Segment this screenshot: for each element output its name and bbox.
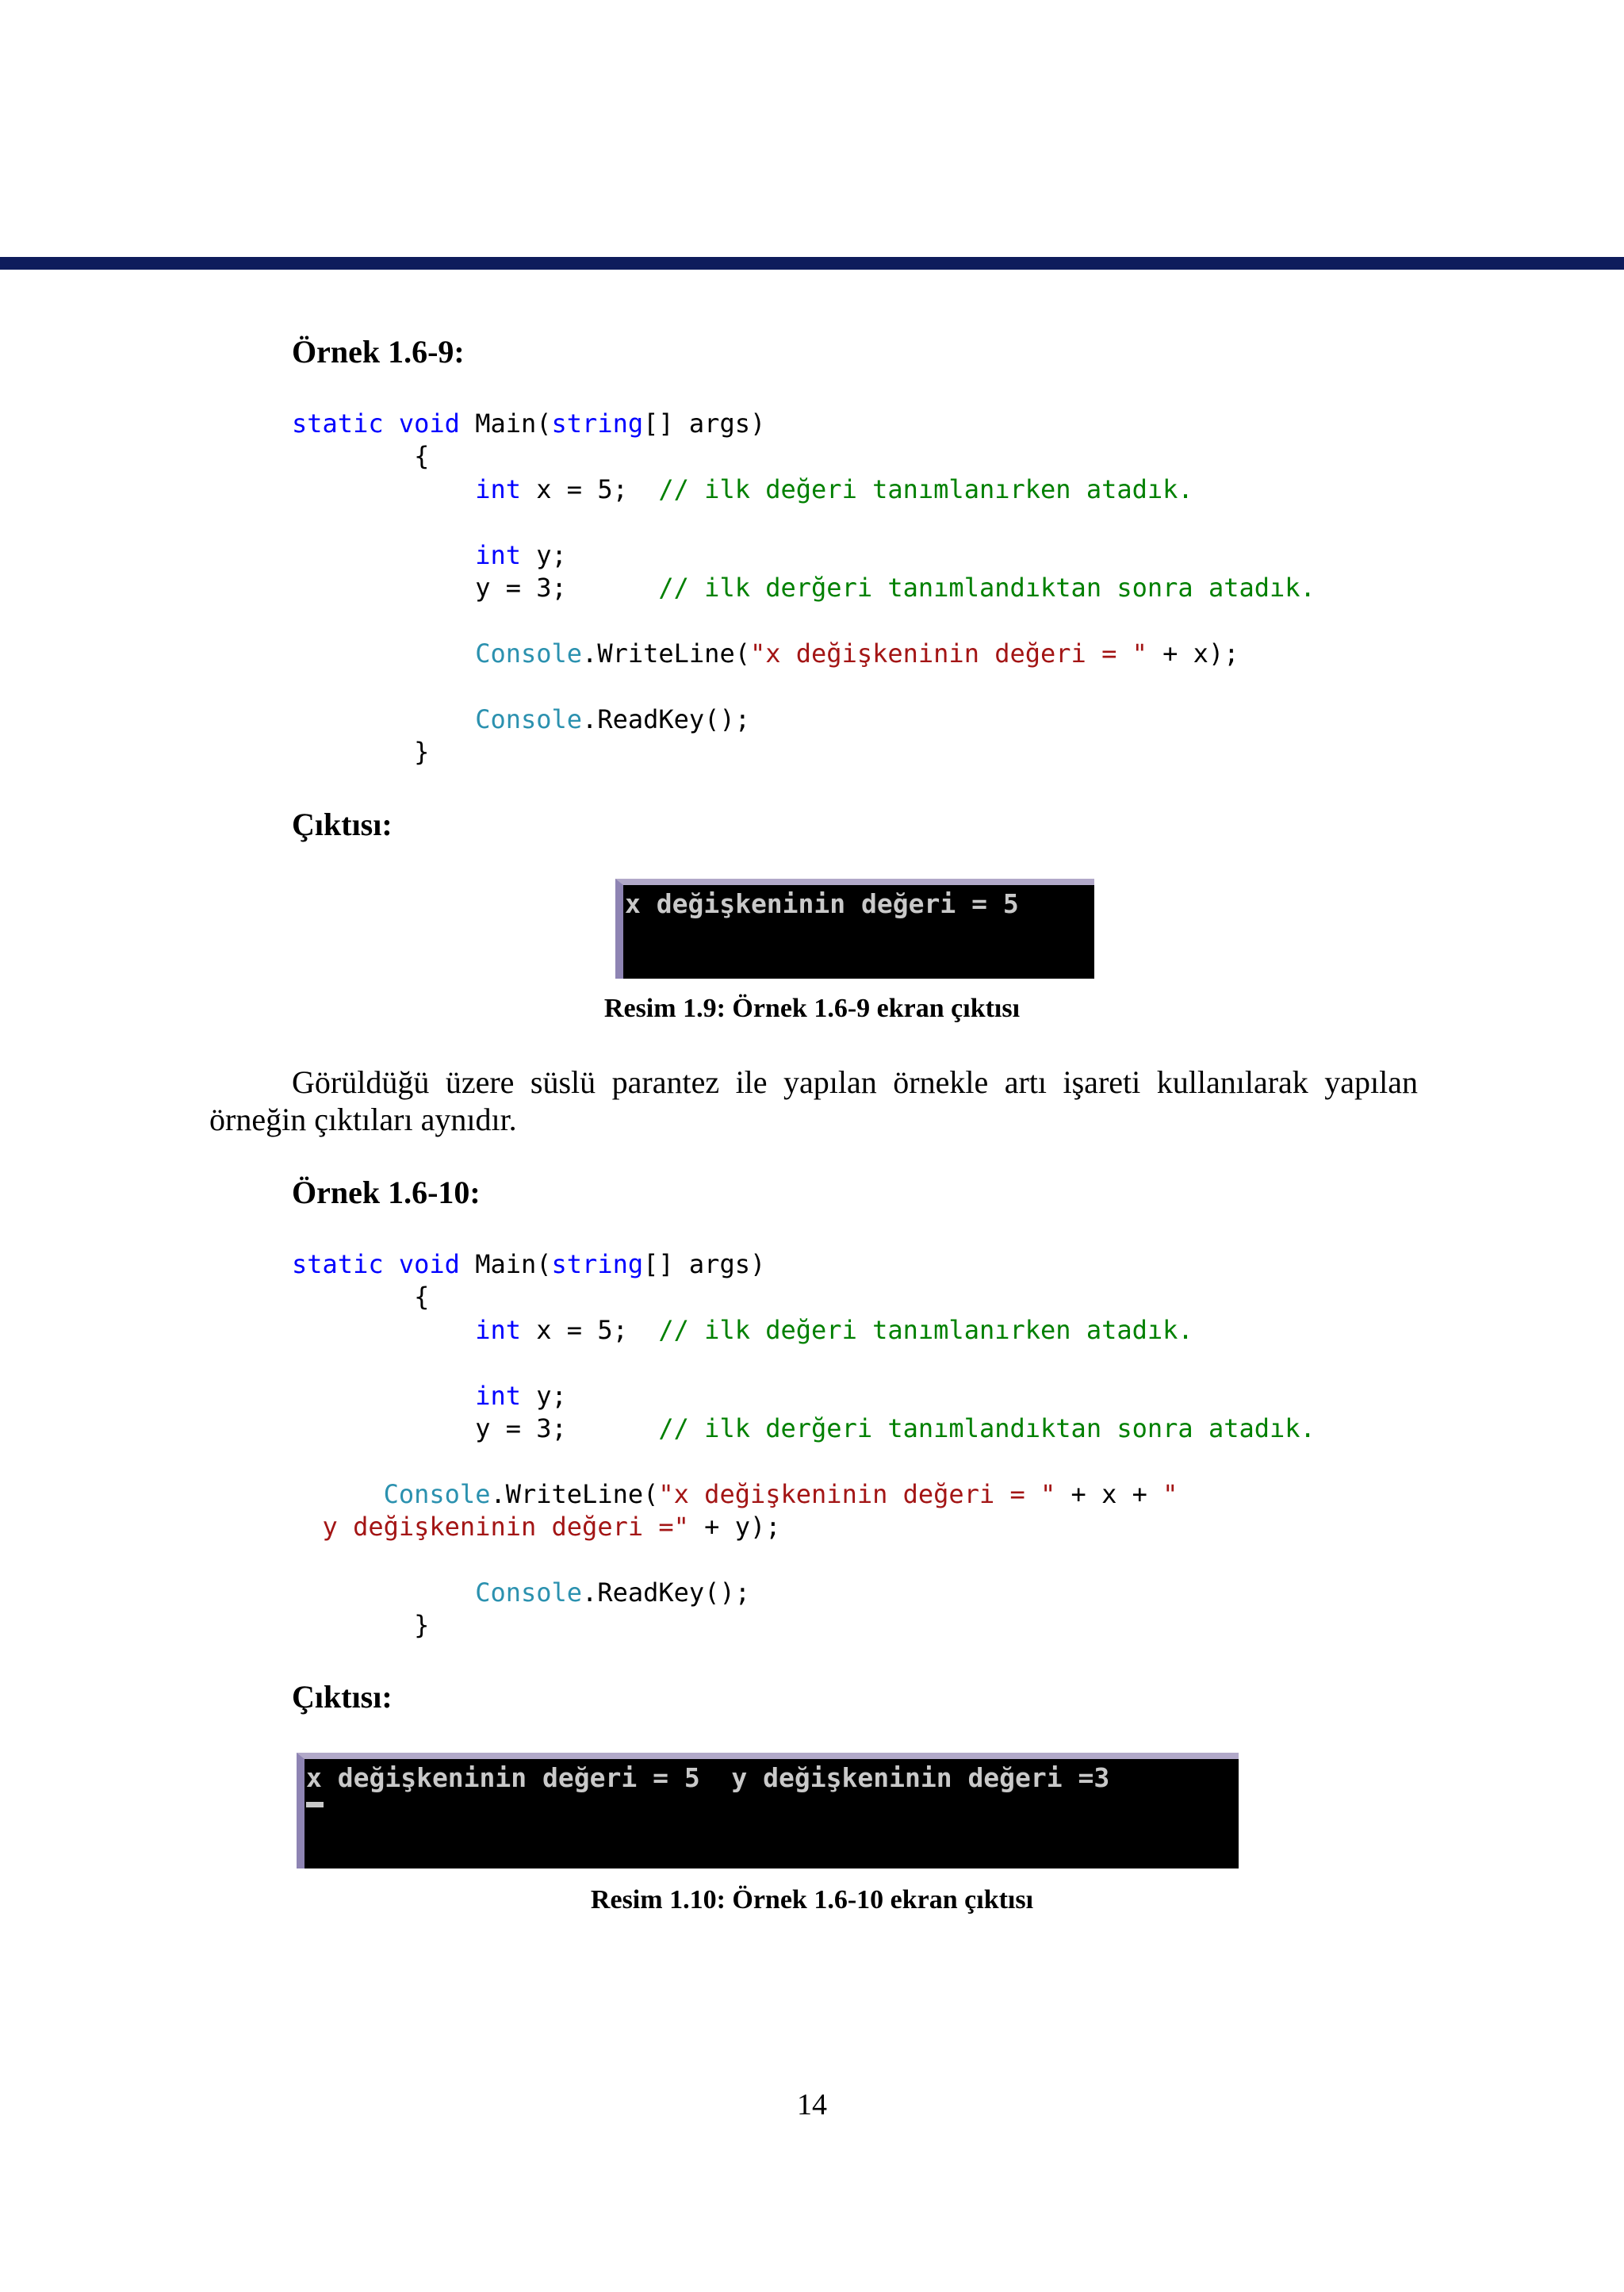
code-line [292,506,1316,539]
code-token: void [398,1249,460,1279]
code-token: y; [520,539,567,570]
code-line [292,1511,1316,1543]
code-token: y değişkeninin değeri =" [292,1512,689,1543]
code-token: x = 5; [520,473,659,504]
code-token [292,704,475,734]
code-token: string [551,1249,644,1279]
code-line [292,1347,1316,1379]
code-token [292,1577,475,1608]
code-token: [] args) [643,408,766,439]
code-token: static [292,1249,384,1279]
code-line [292,1314,1316,1347]
code-token: Console [475,1577,583,1608]
code-token [292,474,475,504]
code-token: Console [475,638,583,669]
example-1-console-window [615,879,1094,979]
code-token: x = 5; [520,1314,659,1345]
code-token: .WriteLine( [582,638,750,669]
example-2-title: Örnek 1.6-10: [292,1175,481,1210]
code-line [292,736,1316,768]
code-line [292,670,1316,703]
code-token [384,408,399,439]
code-token [292,638,475,669]
code-token: "x değişkeninin değeri = " [749,638,1147,669]
code-line [292,1544,1316,1577]
code-token: .ReadKey(); [582,1577,750,1608]
code-token: } [292,1610,430,1641]
code-line [292,1478,1316,1511]
code-token: y = 3; [292,572,659,603]
code-line [292,703,1316,736]
code-token: .WriteLine( [490,1478,659,1509]
code-token: + y); [688,1512,781,1543]
code-token [292,1381,475,1411]
example-1-title: Örnek 1.6-9: [292,334,465,370]
code-token: + x + [1055,1478,1163,1509]
code-token: // ilk değeri tanımlanırken atadık. [658,473,1193,504]
code-line [292,572,1316,604]
code-token: { [292,1282,430,1313]
code-token: { [292,441,430,472]
body-paragraph: Görüldüğü üzere süslü parantez ile yapılan örnekle artı işareti kullanılarak yapılan örneğin çıktıları aynıdır. [209,1064,1418,1137]
code-token [384,1249,399,1279]
code-line [292,1380,1316,1412]
code-line [292,1445,1316,1478]
code-token: } [292,736,430,767]
example-2-code-block [292,1248,1316,1642]
code-token: int [475,473,521,504]
code-token: // ilk derğeri tanımlandıktan sonra atadık. [658,572,1316,603]
console-output-line: x değişkeninin değeri = 5 y değişkeninin değeri =3 [306,1762,1110,1793]
code-token: "x değişkeninin değeri = " [658,1478,1056,1509]
example-2-output-label: Çıktısı: [292,1679,393,1715]
code-token: void [398,408,460,439]
code-line [292,440,1316,473]
code-line [292,1412,1316,1445]
console-cursor [306,1802,324,1807]
code-token: .ReadKey(); [582,703,750,734]
console-output-line: x değişkeninin değeri = 5 [625,888,1019,919]
code-token: Main( [459,1249,552,1279]
code-token [292,1479,384,1509]
page-number: 14 [797,2088,827,2121]
code-token: Console [475,703,583,734]
figure-caption-1: Resim 1.9: Örnek 1.6-9 ekran çıktısı [603,994,1021,1023]
code-token: // ilk derğeri tanımlandıktan sonra atadık. [658,1412,1316,1443]
header-rule [0,257,1624,270]
code-token: static [292,408,384,439]
code-line [292,604,1316,637]
code-line [292,1609,1316,1642]
code-token: y = 3; [292,1412,659,1443]
code-line [292,1281,1316,1313]
example-1-output-label: Çıktısı: [292,807,393,842]
code-token: + x); [1147,638,1239,669]
code-token [292,540,475,570]
code-line [292,1577,1316,1609]
example-2-console-window [297,1753,1239,1868]
code-token: string [551,408,644,439]
code-token: // ilk değeri tanımlanırken atadık. [658,1314,1193,1345]
code-token: Console [383,1478,491,1509]
code-token: int [475,539,521,570]
code-line [292,1248,1316,1281]
figure-caption-2: Resim 1.10: Örnek 1.6-10 ekran çıktısı [590,1885,1034,1914]
code-token: Main( [459,408,552,439]
code-token: y; [520,1380,567,1411]
code-token: " [1162,1478,1178,1509]
code-token: [] args) [643,1249,766,1279]
code-line [292,408,1316,440]
code-token: int [475,1380,521,1411]
example-1-code-block [292,408,1316,768]
code-token: int [475,1314,521,1345]
code-line [292,539,1316,572]
code-line [292,638,1316,670]
code-token [292,1315,475,1345]
code-line [292,473,1316,506]
